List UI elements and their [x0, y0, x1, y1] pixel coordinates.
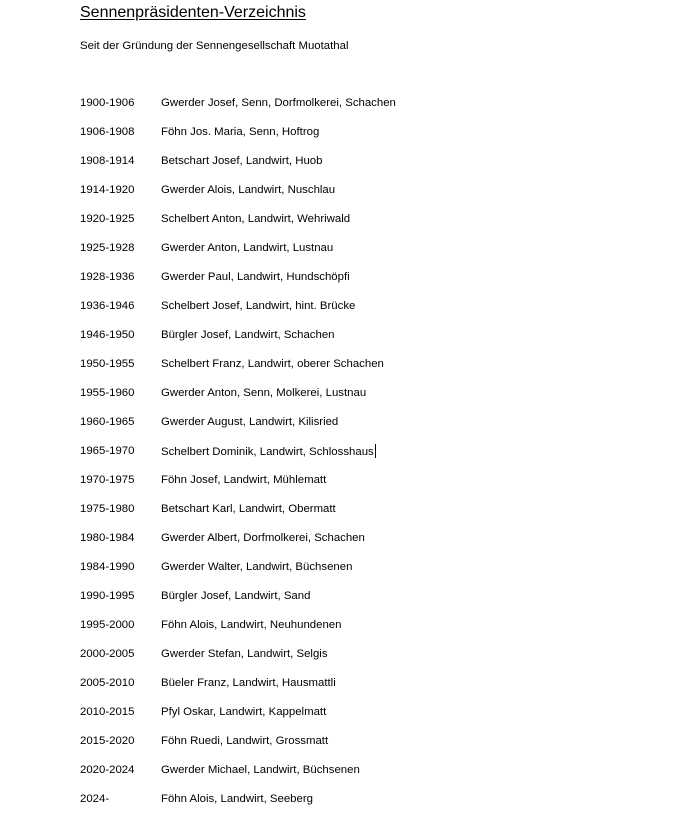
term-years: 1946-1950 [80, 329, 135, 341]
list-item [80, 647, 396, 676]
list-item [80, 357, 396, 386]
term-years: 2005-2010 [80, 677, 135, 689]
president-details: Gwerder Paul, Landwirt, Hundschöpfi [161, 271, 350, 283]
term-years: 2010-2015 [80, 706, 135, 718]
term-years: 1920-1925 [80, 213, 135, 225]
president-details: Gwerder Michael, Landwirt, Büchsenen [161, 764, 360, 776]
list-item [80, 183, 396, 212]
president-details: Pfyl Oskar, Landwirt, Kappelmatt [161, 706, 327, 718]
list-item [80, 125, 396, 154]
president-details: Gwerder Walter, Landwirt, Büchsenen [161, 561, 353, 573]
list-item [80, 676, 396, 705]
list-item [80, 212, 396, 241]
term-years: 1906-1908 [80, 126, 135, 138]
document-subtitle: Seit der Gründung der Sennengesellschaft Muotathal [80, 40, 349, 52]
term-years: 1975-1980 [80, 503, 135, 515]
term-years: 1908-1914 [80, 155, 135, 167]
president-details: Schelbert Franz, Landwirt, oberer Schachen [161, 358, 384, 370]
list-item [80, 386, 396, 415]
term-years: 1936-1946 [80, 300, 135, 312]
term-years: 1900-1906 [80, 97, 135, 109]
term-years: 2015-2020 [80, 735, 135, 747]
list-item [80, 531, 396, 560]
list-item [80, 589, 396, 618]
term-years: 1960-1965 [80, 416, 135, 428]
president-details: Bürgler Josef, Landwirt, Sand [161, 590, 311, 602]
list-item [80, 96, 396, 125]
president-details: Betschart Karl, Landwirt, Obermatt [161, 503, 336, 515]
list-item [80, 154, 396, 183]
term-years: 1995-2000 [80, 619, 135, 631]
president-details: Bürgler Josef, Landwirt, Schachen [161, 329, 335, 341]
term-years: 2020-2024 [80, 764, 135, 776]
document-title: Sennenpräsidenten-Verzeichnis [80, 4, 306, 21]
president-details: Betschart Josef, Landwirt, Huob [161, 155, 323, 167]
president-details: Föhn Alois, Landwirt, Seeberg [161, 793, 313, 805]
president-details: Gwerder Anton, Senn, Molkerei, Lustnau [161, 387, 367, 399]
president-details: Schelbert Dominik, Landwirt, Schlosshaus [161, 446, 374, 458]
president-details: Gwerder August, Landwirt, Kilisried [161, 416, 339, 428]
list-item [80, 473, 396, 502]
term-years: 1955-1960 [80, 387, 135, 399]
list-item [80, 444, 396, 473]
president-list [80, 96, 396, 821]
term-years: 1965-1970 [80, 445, 135, 457]
list-item [80, 763, 396, 792]
term-years: 2000-2005 [80, 648, 135, 660]
term-years: 1928-1936 [80, 271, 135, 283]
list-item [80, 618, 396, 647]
president-details: Büeler Franz, Landwirt, Hausmattli [161, 677, 336, 689]
list-item [80, 415, 396, 444]
term-years: 2024- [80, 793, 110, 805]
list-item [80, 734, 396, 763]
list-item [80, 270, 396, 299]
president-details: Schelbert Anton, Landwirt, Wehriwald [161, 213, 351, 225]
list-item [80, 560, 396, 589]
term-years: 1990-1995 [80, 590, 135, 602]
text-cursor [375, 444, 376, 458]
term-years: 1914-1920 [80, 184, 135, 196]
president-details: Föhn Josef, Landwirt, Mühlematt [161, 474, 327, 486]
list-item [80, 328, 396, 357]
president-details: Gwerder Anton, Landwirt, Lustnau [161, 242, 334, 254]
term-years: 1980-1984 [80, 532, 135, 544]
term-years: 1925-1928 [80, 242, 135, 254]
president-details: Föhn Ruedi, Landwirt, Grossmatt [161, 735, 329, 747]
president-details: Föhn Alois, Landwirt, Neuhundenen [161, 619, 342, 631]
president-details: Schelbert Josef, Landwirt, hint. Brücke [161, 300, 356, 312]
president-details: Gwerder Albert, Dorfmolkerei, Schachen [161, 532, 365, 544]
term-years: 1984-1990 [80, 561, 135, 573]
president-details: Föhn Jos. Maria, Senn, Hoftrog [161, 126, 320, 138]
president-details: Gwerder Stefan, Landwirt, Selgis [161, 648, 328, 660]
list-item [80, 705, 396, 734]
list-item [80, 502, 396, 531]
list-item [80, 299, 396, 328]
president-details: Gwerder Alois, Landwirt, Nuschlau [161, 184, 336, 196]
list-item [80, 241, 396, 270]
president-details: Gwerder Josef, Senn, Dorfmolkerei, Schachen [161, 97, 396, 109]
term-years: 1970-1975 [80, 474, 135, 486]
term-years: 1950-1955 [80, 358, 135, 370]
